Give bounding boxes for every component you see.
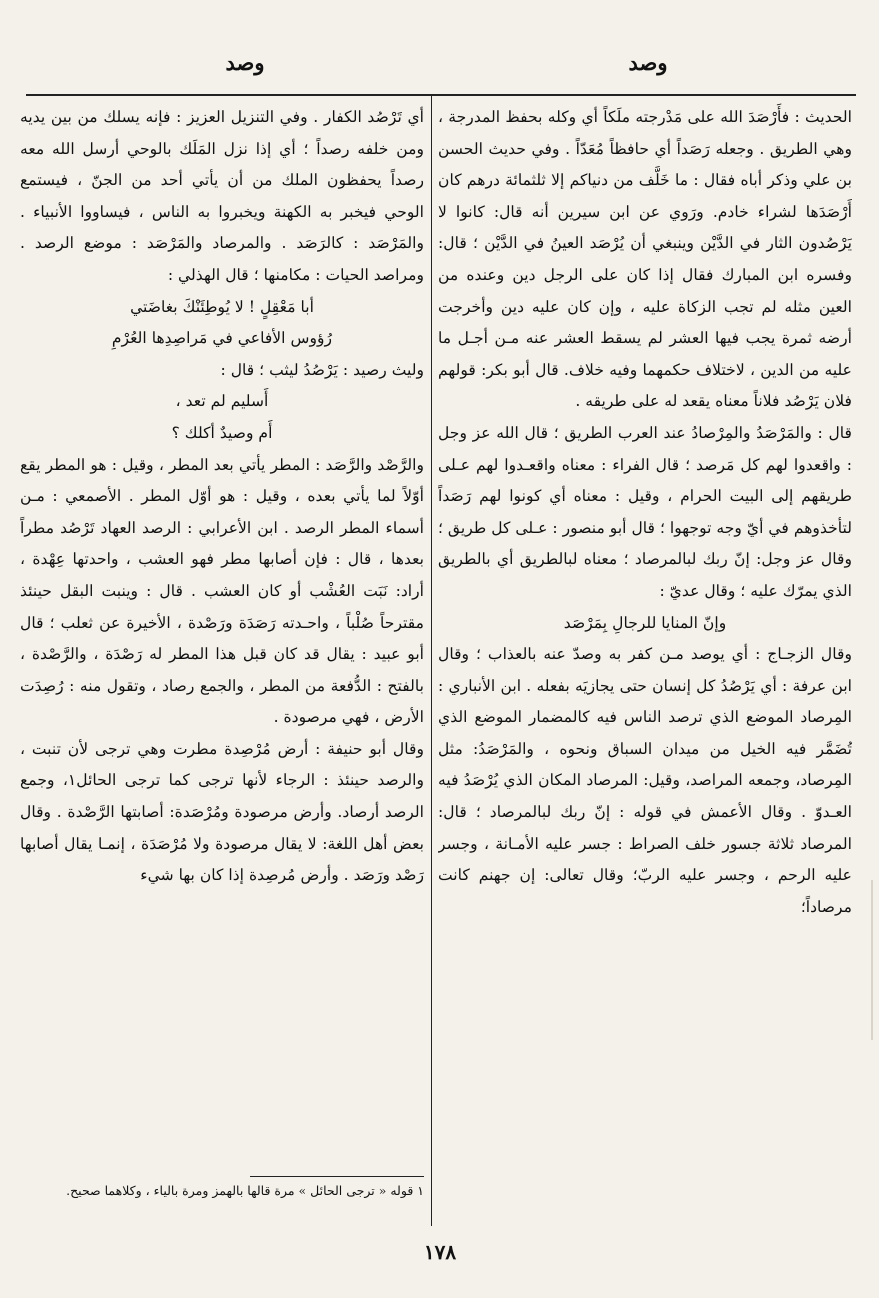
paragraph: قال : والمَرْصَدُ والمِرْصادُ عند العرب الطريق ؛ قال الله عز وجل : واقعدوا لهم كل مَرصد ؛ قال الفراء : معناه واقعـدوا لهم عـلى طريقهم إلى البيت الحرام ، وقيل : معناه أي كونوا لهم رَصَداً لتأخذوهم في أيّ وجه توجهوا ؛ قال أبو منصور : عـلى كل طريق ؛ وقال عز وجل: إنّ ربك لبالمرصاد ؛ معناه لبالطريق أي بالطريق الذي يمرّك عليه ؛ وقال عديّ : [438, 423, 852, 600]
paragraph: وليث رصيد : يَرْصُدُ ليثب ؛ قال : [220, 360, 424, 379]
paragraph: والرَّصْد والرَّصَد : المطر يأتي بعد المطر ، وقيل : هو المطر يقع أوّلاً لما يأتي بعده ، وقيل : هو أوّل المطر . الأصمعي : مـن أسماء المطر الرصد . ابن الأعرابي : الرصد العهاد تَرْصُد مطراً بعدها ، قال : فإن أصابها مطر فهو العشب ، واحدتها عِهْدة ، أراد: نَبَت العُشْب أو كان العشب . قال : وينبت البقل حينئذ مقترحاً صُلْباً ، واحـدته رَصَدَة ورَصْدة ، الأخيرة عن ثعلب ؛ قال أبو عبيد : يقال قد كان قبل هذا المطر له رَصْدَة ، والرَّصْدة ، بالفتح : الدُّفعة من المطر ، والجمع رصاد ، وتقول منه : رُصِدَت الأرض ، فهي مرصودة . [20, 455, 424, 727]
header-rule [26, 94, 856, 96]
footnote-rule [250, 1176, 424, 1177]
scan-artifact [871, 880, 873, 1040]
footnote: ١ قوله « ترجى الحائل » مرة قالها بالهمز ومرة بالياء ، وكلاهما صحيح. [66, 1183, 424, 1198]
paragraph: وقال أبو حنيفة : أرض مُرْصِدة مطرت وهي ترجى لأن تنبت ، والرصد حينئذ : الرجاء لأنها ترجى كما ترجى الحائل١، وجمع الرصد أرصاد. وأرض مرصودة ومُرْصَدة: أصابتها الرَّصْدة . وقال بعض أهل اللغة: لا يقال مرصودة ولا مُرْصَدَة ، إنمـا يقال أصابها رَصْد ورَصَد . وأرض مُرصِدة إذا كان بها شيء [20, 739, 424, 885]
verse [438, 608, 852, 640]
paragraph: الحديث : فأَرْصَدَ الله على مَدْرجته ملَكاً أي وكله بحفظ المدرجة ، وهي الطريق . وجعله رَصَداً أي حافظاً مُعَدّاً . وفي حديث الحسن بن علي وذكر أباه فقال : ما خَلَّف من دنياكم إلا ثلثمائة درهم كان أَرْصَدَها لشراء خادم. ورَوي عن ابن سيرين أنه قال: كانوا لا يَرْصُدون الثار في الدَّيْن وينبغي أن يُرْصَد العينُ في الدَّيْن ؛ قال: وفسره ابن المبارك فقال إذا كان على الرجل دين وعنده من العين مثله لم تجب الزكاة عليه ، وإن كان عليه دين وأخرجت أرضه ثمرة يجب فيها العشر لم يسقط العشر عنه مـن أجـل ما عليه من الدين ، لاختلاف حكمهما وفيه خلاف. قال أبو بكر: قولهم فلان يَرْصُد فلاناً معناه يقعد له على طريقه . [438, 108, 852, 411]
verse-line: أَم وصيدٌ أكلك ؟ [171, 423, 273, 442]
verse-line: أَسليم لم تعد ، [175, 392, 269, 411]
verse-line: رُؤوس الأفاعي في مَراصِدِها العُرْمِ [111, 329, 333, 348]
verse-line: أبا مَعْقِلٍ ! لا يُوطِئَنْكَ بغاضَتي [130, 297, 314, 316]
verse [20, 386, 424, 449]
paragraph: وقال الزجـاج : أي يوصد مـن كفر به وصدّ عنه بالعذاب ؛ وقال ابن عرفة : أي يَرْصُدُ كل إنسان حتى يجازيَه بفعله . ابن الأنباري : المِرصاد الموضع الذي ترصد الناس فيه كالمضمار الموضع الذي تُضَمَّر فيه الخيل من ميدان السباق ونحوه ، والمَرْصَدُ: مثل المِرصاد، وجمعه المراصد، وقيل: المرصاد المكان الذي يُرْصَدُ فيه العـدوّ . وقال الأعمش في قوله : إنّ ربك لبالمرصاد ؛ قال: المرصاد ثلاثة جسور خلف الصراط : جسر عليه الأمـانة ، وجسر عليه الرحم ، وجسر عليه الربّ؛ وقال تعالى: إن جهنم كانت مرصاداً؛ [438, 645, 852, 916]
left-column [20, 102, 424, 1122]
right-column [438, 102, 852, 1222]
header-word-right: وصد [628, 50, 668, 75]
header-word-left: وصد [225, 50, 265, 75]
paragraph: أي تَرْصُد الكفار . وفي التنزيل العزيز : فإنه يسلك من بين يديه ومن خلفه رصداً ؛ أي إذا نزل المَلَك بالوحي أرسل الله معه رصداً يحفظون الملك من أن يأتي أحد من الجنّ ، فيستمع الوحي فيخبر به الكهنة ويخبروا به الناس ، فيساووا الأنبياء . والمَرْصَد : كالرَصَد . والمرصاد والمَرْصَد : موضع الرصد . ومراصد الحيات : مكامنها ؛ قال الهذلي : [20, 108, 424, 284]
column-divider [431, 94, 432, 1226]
verse-line: وإنّ المنايا للرجالِ بِمَرْصَد [563, 613, 727, 632]
page-number: ١٧٨ [423, 1240, 457, 1264]
verse [20, 292, 424, 355]
